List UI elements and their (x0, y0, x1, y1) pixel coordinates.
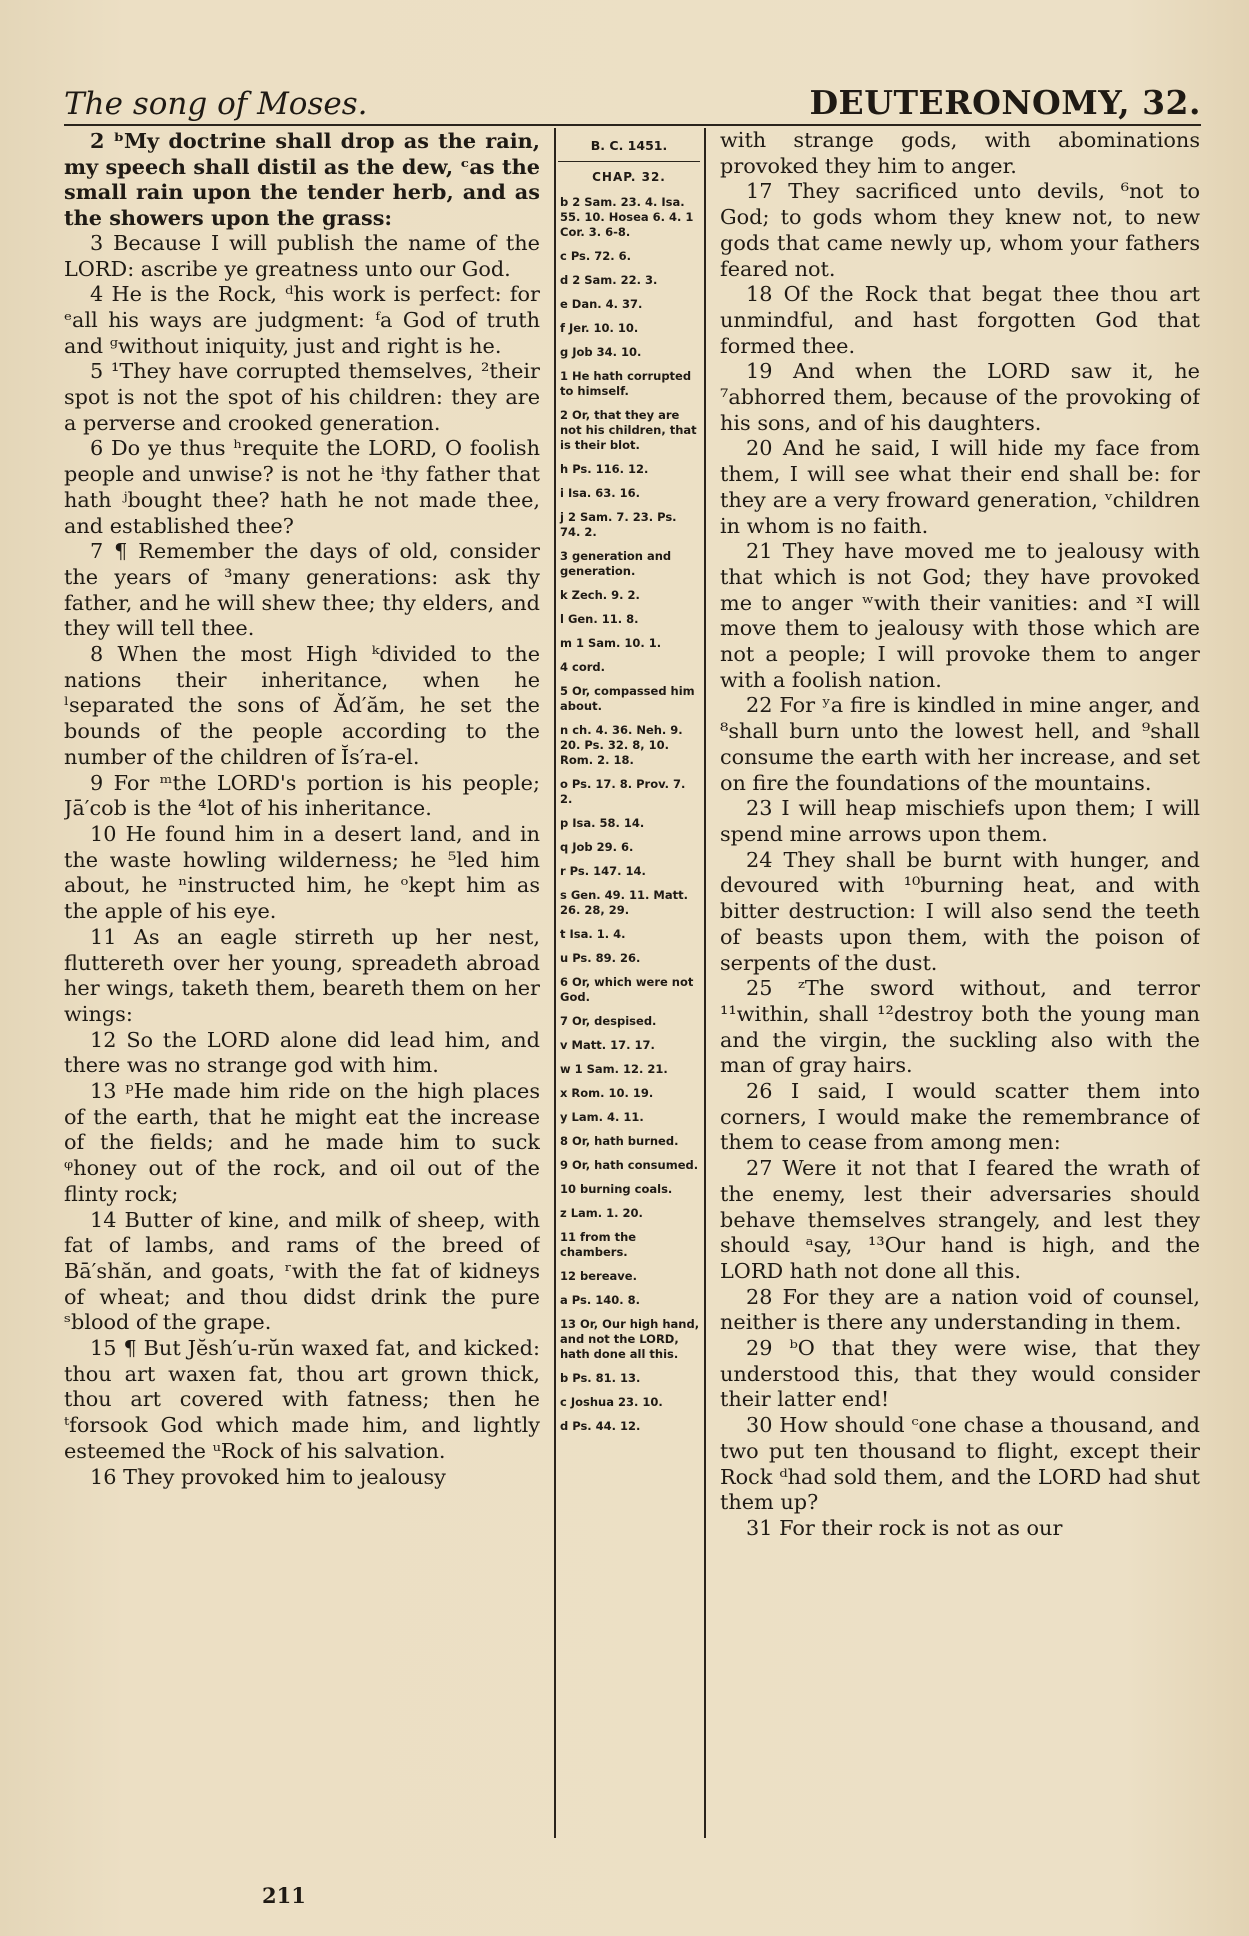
margin-note: b 2 Sam. 23. 4. Isa. 55. 10. Hosea 6. 4. 1 Cor. 3. 6-8. (560, 195, 694, 239)
margin-note: a Ps. 140. 8. (560, 1293, 640, 1307)
verse-6: 6 Do ye thus ʰrequite the LORD, O foolish people and unwise? is not he ⁱthy father that hath ʲbought thee? hath he not made thee, and established thee? (64, 436, 540, 538)
margin-note: q Job 29. 6. (560, 840, 634, 854)
verse-7: 7 ¶ Remember the days of old, consider the years of ³many generations: ask thy father, and he will shew thee; thy elders, and they will tell thee. (64, 539, 540, 641)
margin-date: B. C. 1451. (590, 138, 668, 153)
margin-note: r Ps. 147. 14. (560, 864, 646, 878)
verse-16-start: 16 They provoked him to jealousy (90, 1464, 446, 1489)
margin-note: 13 Or, Our high hand, and not the LORD, hath done all this. (560, 1317, 700, 1361)
margin-note: k Zech. 9. 2. (560, 588, 640, 602)
margin-note: 10 burning coals. (560, 1182, 673, 1196)
margin-note: 7 Or, despised. (560, 1014, 657, 1028)
margin-note: 4 cord. (560, 660, 605, 674)
verse-17: 17 They sacrificed unto devils, ⁶not to God; to gods whom they knew not, to new gods that came newly up, whom your fathers feared not. (720, 179, 1200, 281)
verse-31-start: 31 For their rock is not as our (746, 1515, 1063, 1540)
margin-note: m 1 Sam. 10. 1. (560, 636, 662, 650)
verse-24: 24 They shall be burnt with hunger, and devoured with ¹⁰burning heat, and with bitter destruction: I will also send the teeth of beasts upon them, with the poison of serpents of the dust. (720, 847, 1200, 975)
margin-note: 9 Or, hath consumed. (560, 1158, 699, 1172)
marginal-references (558, 128, 700, 1848)
margin-note: e Dan. 4. 37. (560, 297, 643, 311)
margin-note: d 2 Sam. 22. 3. (560, 273, 658, 287)
margin-note: b Ps. 81. 13. (560, 1371, 641, 1385)
verse-29: 29 ᵇO that they were wise, that they understood this, that they would consider their latter end! (720, 1336, 1200, 1412)
verse-13: 13 ᵖHe made him ride on the high places of the earth, that he might eat the increase of the fields; and he made him to suck ᵠhoney out of the rock, and oil out of the flinty rock; (64, 1079, 540, 1206)
verse-26: 26 I said, I would scatter them into corners, I would make the remembrance of them to cease from among men: (720, 1079, 1200, 1155)
margin-note: w 1 Sam. 12. 21. (560, 1062, 668, 1076)
margin-note: z Lam. 1. 20. (560, 1206, 643, 1220)
margin-note: 2 Or, that they are not his children, that is their blot. (560, 408, 697, 452)
verse-12: 12 So the LORD alone did lead him, and there was no strange god with him. (64, 1027, 540, 1078)
column-divider-right (704, 128, 706, 1838)
margin-note: i Isa. 63. 16. (560, 486, 640, 500)
verse-21: 21 They have moved me to jealousy with that which is not God; they have provoked me to anger ʷwith their vanities: and ˣI will move them to jealousy with those which are not a people; I will provoke them to anger with a foolish nation. (720, 539, 1200, 692)
verse-16-cont: with strange gods, with abominations provoked they him to anger. (720, 128, 1200, 178)
running-header (64, 72, 1201, 122)
right-text-column (720, 128, 1200, 1863)
page-number: 211 (262, 1883, 306, 1908)
column-divider-left (554, 128, 556, 1838)
margin-note: t Isa. 1. 4. (560, 927, 626, 941)
margin-note: 3 generation and generation. (560, 549, 672, 578)
verse-27: 27 Were it not that I feared the wrath of the enemy, lest their adversaries should behave themselves strangely, and lest they should ᵃsay, ¹³Our hand is high, and the LORD hath not done all this. (720, 1156, 1200, 1283)
verse-23: 23 I will heap mischiefs upon them; I will spend mine arrows upon them. (720, 796, 1200, 846)
margin-note: u Ps. 89. 26. (560, 951, 641, 965)
verse-4: 4 He is the Rock, ᵈhis work is perfect: for ᵉall his ways are judgment: ᶠa God of truth and ᵍwithout iniquity, just and right is he. (64, 282, 540, 358)
verse-3: 3 Because I will publish the name of the LORD: ascribe ye greatness unto our God. (64, 230, 540, 281)
margin-note: c Ps. 72. 6. (560, 249, 632, 263)
margin-note: x Rom. 10. 19. (560, 1086, 654, 1100)
book-chapter-title: DEUTERONOMY, 32. (809, 83, 1201, 122)
margin-note: c Joshua 23. 10. (560, 1395, 663, 1409)
header-rule (64, 124, 1201, 126)
margin-note: j 2 Sam. 7. 23. Ps. 74. 2. (560, 510, 677, 539)
margin-note: v Matt. 17. 17. (560, 1038, 655, 1052)
margin-note: 8 Or, hath burned. (560, 1134, 679, 1148)
section-title: The song of Moses. (64, 86, 368, 122)
margin-note: l Gen. 11. 8. (560, 612, 639, 626)
verse-20: 20 And he said, I will hide my face from them, I will see what their end shall be: for they are a very froward generation, ᵛchildren in whom is no faith. (720, 436, 1200, 538)
verse-14: 14 Butter of kine, and milk of sheep, with fat of lambs, and rams of the breed of Bā′shăn, and goats, ʳwith the fat of kidneys of wheat; and thou didst drink the pure ˢblood of the grape. (64, 1207, 540, 1335)
verse-5: 5 ¹They have corrupted themselves, ²their spot is not the spot of his children: they are a perverse and crooked generation. (64, 359, 540, 435)
margin-note: g Job 34. 10. (560, 345, 642, 359)
verse-28: 28 For they are a nation void of counsel, neither is there any understanding in them. (720, 1284, 1200, 1335)
margin-note: n ch. 4. 36. Neh. 9. 20. Ps. 32. 8, 10. Rom. 2. 18. (560, 723, 683, 767)
margin-chapter: CHAP. 32. (592, 170, 666, 184)
margin-note: h Ps. 116. 12. (560, 462, 649, 476)
verse-25: 25 ᶻThe sword without, and terror ¹¹within, shall ¹²destroy both the young man and the virgin, the suckling also with the man of gray hairs. (720, 976, 1200, 1078)
verse-8: 8 When the most High ᵏdivided to the nations their inheritance, when he ˡseparated the sons of Ăd′ăm, he set the bounds of the people according to the number of the children of Ĭs′ra-el. (64, 642, 540, 769)
margin-note: y Lam. 4. 11. (560, 1110, 644, 1124)
margin-note: d Ps. 44. 12. (560, 1419, 641, 1433)
verse-22: 22 For ʸa fire is kindled in mine anger, and ⁸shall burn unto the lowest hell, and ⁹shall consume the earth with her increase, and set on fire the foundations of the mountains. (720, 693, 1200, 795)
verse-18: 18 Of the Rock that begat thee thou art unmindful, and hast forgotten God that formed thee. (720, 282, 1200, 358)
margin-note: 1 He hath corrupted to himself. (560, 369, 692, 398)
margin-note: 5 Or, compassed him about. (560, 684, 695, 713)
verse-19: 19 And when the LORD saw it, he ⁷abhorred them, because of the provoking of his sons, and of his daughters. (720, 359, 1200, 435)
margin-rule (558, 161, 700, 162)
left-text-column (64, 128, 540, 1863)
margin-note: f Jer. 10. 10. (560, 321, 639, 335)
margin-note: 6 Or, which were not God. (560, 975, 694, 1004)
verse-9: 9 For ᵐthe LORD's portion is his people; Jā′cob is the ⁴lot of his inheritance. (64, 770, 540, 821)
verse-10: 10 He found him in a desert land, and in the waste howling wilderness; he ⁵led him about, he ⁿinstructed him, he ᵒkept him as the apple of his eye. (64, 821, 540, 924)
margin-note: p Isa. 58. 14. (560, 816, 645, 830)
margin-note: o Ps. 17. 8. Prov. 7. 2. (560, 777, 686, 806)
margin-note: 11 from the chambers. (560, 1230, 637, 1259)
verse-30: 30 How should ᶜone chase a thousand, and two put ten thousand to flight, except their Rock ᵈhad sold them, and the LORD had shut them up? (720, 1413, 1200, 1515)
verse-11: 11 As an eagle stirreth up her nest, fluttereth over her young, spreadeth abroad her wings, taketh them, beareth them on her wings: (64, 924, 540, 1026)
margin-note: 12 bereave. (560, 1269, 637, 1283)
verse-2: 2 ᵇMy doctrine shall drop as the rain, my speech shall distil as the dew, ᶜas the small rain upon the tender herb, and as the showers upon the grass: (64, 128, 540, 231)
margin-note: s Gen. 49. 11. Matt. 26. 28, 29. (560, 888, 688, 917)
verse-15: 15 ¶ But Jĕsh′u-rŭn waxed fat, and kicked: thou art waxen fat, thou art grown thick, thou art covered with fatness; then he ᵗforsook God which made him, and lightly esteemed the ᵘRock of his salvation. (64, 1336, 540, 1463)
